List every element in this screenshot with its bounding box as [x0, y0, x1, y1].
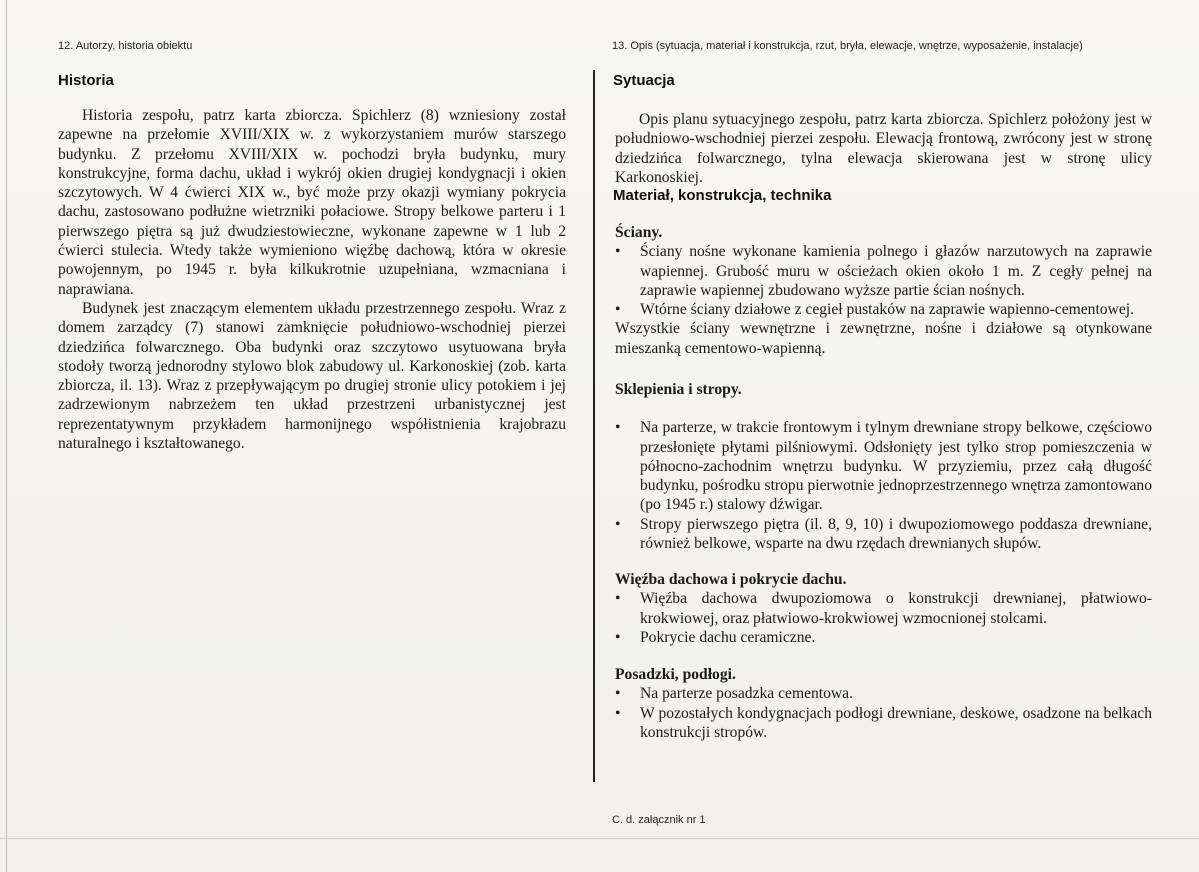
floors-title: Posadzki, podłogi.	[615, 666, 736, 683]
walls-note: Wszystkie ściany wewnętrzne i zewnętrzne, nośne i działowe są otynkowane mieszanką cementowo-wapienną.	[615, 320, 1152, 357]
walls-item-1: • Ściany nośne wykonane kamienia polnego i głazów narzutowych na zaprawie wapiennej. Grubość muru w ościeżach okien około 1 m. Z cegły pełnej na zaprawie wapiennej zbudowano wyższe partie ścian nośnych.	[615, 242, 1152, 300]
floors-list	[615, 684, 1152, 742]
left-section-header: 12. Autorzy, historia obiektu	[58, 40, 193, 52]
roof-section	[615, 570, 1152, 647]
right-section-header: 13. Opis (sytuacja, materiał i konstrukcja, rzut, bryła, elewacje, wnętrze, wyposażenie, instalacje)	[612, 40, 1083, 52]
floors-item-2: • W pozostałych kondygnacjach podłogi drewniane, deskowe, osadzone na belkach konstrukcji stropów.	[615, 704, 1152, 743]
history-paragraph-1: Historia zespołu, patrz karta zbiorcza. Spichlerz (8) wzniesiony został zapewne na przełomie XVIII/XIX w. z wykorzystaniem murów starszego budynku. Z przełomu XVIII/XIX w. pochodzi bryła budynku, mury konstrukcyjne, forma dachu, układ i wykrój okien drugiej kondygnacji i okien szczytowych. W 4 ćwierci XIX w., być może przy okazji wymiany pokrycia dachu, zastosowano podłużne wietrzniki połaciowe. Stropy belkowe parteru i 1 pierwszego piętra są już dwudziestowieczne, wykonane zapewne w 1 lub 2 ćwierci stulecia. Wtedy także wymieniono więźbę dachową, która w okresie powojennym, po 1945 r. była kilkukrotnie uzupełniana, wzmacniana i naprawiana.	[58, 107, 566, 298]
footer-note: C. d. załącznik nr 1	[612, 814, 706, 826]
vaults-item-1: • Na parterze, w trakcie frontowym i tylnym drewniane stropy belkowe, częściowo przesłonięte płytami pilśniowymi. Odsłonięty jest tylko strop pomieszczenia w północno-zachodnim wnętrzu budynku. W przyziemiu, przez całą długość budynku, pośrodku stropu pierwotnie jednoprzestrzennego wnętrza zamontowano (po 1945 r.) stalowy dźwigar.	[615, 418, 1152, 514]
vaults-item-2: • Stropy pierwszego piętra (il. 8, 9, 10) i dwupoziomowego poddasza drewniane, również belkowe, wsparte na dwu rzędach drewnianych słupów.	[615, 515, 1152, 554]
walls-section	[615, 223, 1152, 358]
scan-edge	[6, 0, 7, 872]
floors-section	[615, 665, 1152, 742]
situation-title: Sytuacja	[613, 72, 675, 89]
roof-list	[615, 589, 1152, 647]
walls-title: Ściany.	[615, 224, 663, 241]
walls-list	[615, 242, 1152, 319]
roof-item-1: • Więźba dachowa dwupoziomowa o konstrukcji drewnianej, płatwiowo-krokwiowej, oraz płatwiowo-krokwiowej wzmocnionej stolcami.	[615, 589, 1152, 628]
vaults-section	[615, 380, 1152, 553]
history-body	[58, 106, 566, 453]
roof-item-2: • Pokrycie dachu ceramiczne.	[615, 628, 1152, 647]
roof-title: Więźba dachowa i pokrycie dachu.	[615, 571, 847, 588]
history-title: Historia	[58, 72, 114, 89]
vaults-title: Sklepienia i stropy.	[615, 381, 742, 398]
bottom-rule	[0, 838, 1199, 839]
floors-item-1: • Na parterze posadzka cementowa.	[615, 684, 1152, 703]
material-title: Materiał, konstrukcja, technika	[613, 187, 832, 204]
walls-item-2: • Wtórne ściany działowe z cegieł pustaków na zaprawie wapienno-cementowej.	[615, 300, 1152, 319]
column-divider	[593, 70, 595, 782]
history-paragraph-2: Budynek jest znaczącym elementem układu przestrzennego zespołu. Wraz z domem zarządcy (7) stanowi zamknięcie południowo-wschodniej pierzei dziedzińca folwarcznego. Oba budynki oraz szczytowo usytuowana bryła stodoły tworzą jednorodny stylowo blok zabudowy ul. Karkonoskiej (zob. karta zbiorcza, il. 13). Wraz z przepływającym po drugiej stronie ulicy potokiem i jej zadrzewionym nabrzeżem ten układ przestrzeni urbanistycznej jest reprezentatywnym przykładem harmonijnego współistnienia krajobrazu naturalnego i kształtowanego.	[58, 299, 566, 453]
vaults-list	[615, 418, 1152, 553]
situation-body	[615, 110, 1152, 187]
situation-text: Opis planu sytuacyjnego zespołu, patrz karta zbiorcza. Spichlerz położony jest w południowo-wschodniej pierzei zespołu. Elewacją frontową, zwrócony jest w stronę dziedzińca folwarcznego, tylna elewacja skierowana jest w stronę ulicy Karkonoskiej.	[615, 111, 1152, 186]
